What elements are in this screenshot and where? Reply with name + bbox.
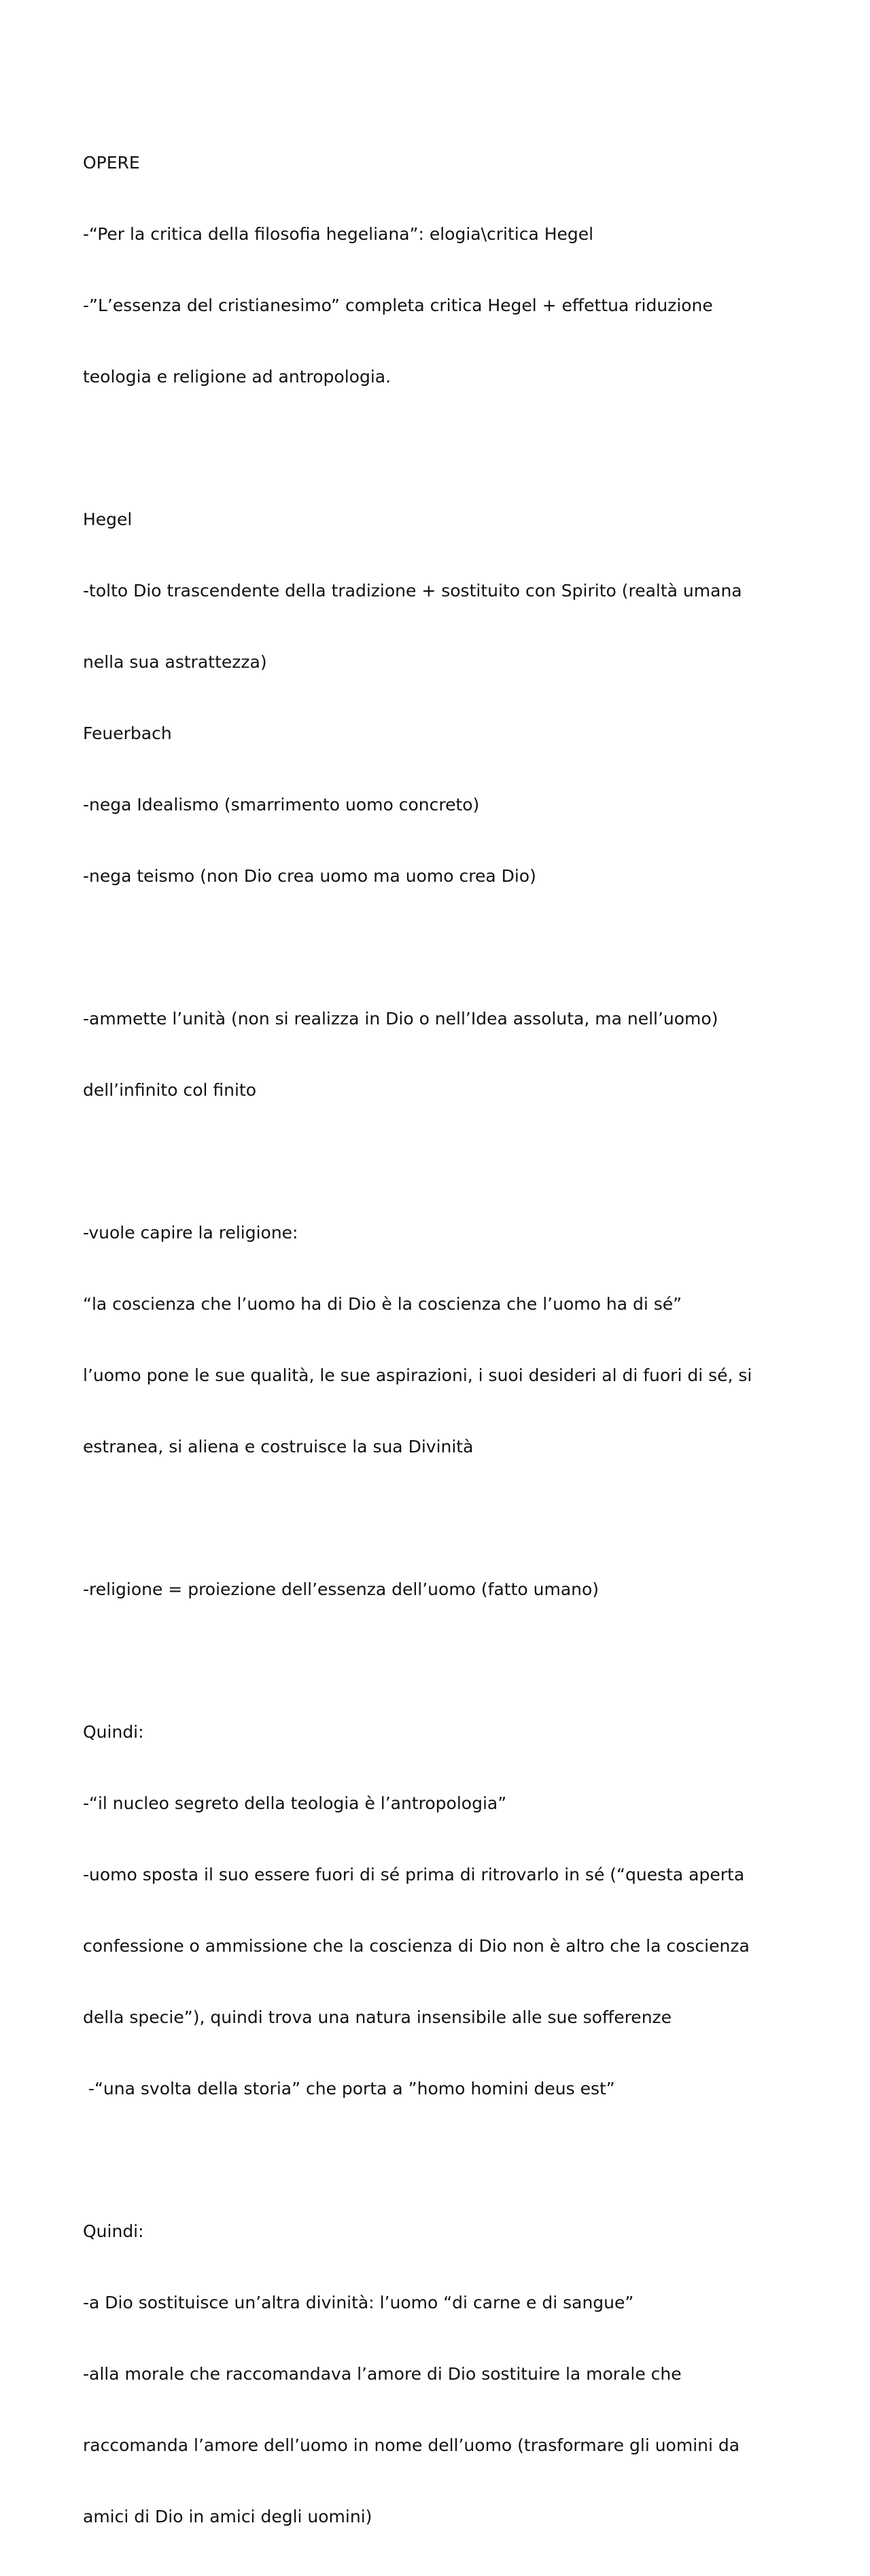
quote-line: “la coscienza che l’uomo ha di Dio è la coscienza che l’uomo ha di sé” bbox=[83, 1294, 682, 1314]
text-line: teologia e religione ad antropologia. bbox=[83, 367, 392, 387]
text-line: -ammette l’unità (non si realizza in Dio o nell’Idea assoluta, ma nell’uomo) bbox=[83, 1009, 718, 1028]
blank-line bbox=[83, 2148, 790, 2172]
text-line: della specie”), quindi trova una natura insensibile alle sue sofferenze bbox=[83, 2007, 672, 2027]
text-line: estranea, si aliena e costruisce la sua Divinità bbox=[83, 1437, 474, 1456]
section-heading-opere: OPERE bbox=[83, 153, 140, 173]
text-line: -a Dio sostituisce un’altra divinità: l’uomo “di carne e di sangue” bbox=[83, 2293, 634, 2312]
section-heading-hegel: Hegel bbox=[83, 509, 133, 529]
blank-line bbox=[83, 1506, 790, 1530]
text-line: -”L’essenza del cristianesimo” completa critica Hegel + effettua riduzione bbox=[83, 296, 713, 315]
blank-line bbox=[83, 436, 790, 460]
section-heading-quindi: Quindi: bbox=[83, 2221, 144, 2241]
text-line: -tolto Dio trascendente della tradizione + sostituito con Spirito (realtà umana bbox=[83, 581, 742, 601]
blank-line bbox=[83, 1649, 790, 1672]
blank-line bbox=[83, 1149, 790, 1173]
text-line: -uomo sposta il suo essere fuori di sé prima di ritrovarlo in sé (“questa aperta bbox=[83, 1865, 745, 1884]
text-line: -religione = proiezione dell’essenza dell’uomo (fatto umano) bbox=[83, 1579, 599, 1599]
text-line: confessione o ammissione che la coscienza di Dio non è altro che la coscienza bbox=[83, 1936, 750, 1956]
text-line: -alla morale che raccomandava l’amore di Dio sostituire la morale che bbox=[83, 2364, 682, 2384]
text-line: l’uomo pone le sue qualità, le sue aspirazioni, i suoi desideri al di fuori di sé, si bbox=[83, 1365, 752, 1385]
text-line: -nega teismo (non Dio crea uomo ma uomo crea Dio) bbox=[83, 866, 536, 886]
text-line: raccomanda l’amore dell’uomo in nome dell’uomo (trasformare gli uomini da bbox=[83, 2435, 740, 2455]
section-heading-quindi: Quindi: bbox=[83, 1722, 144, 1742]
blank-line bbox=[83, 935, 790, 959]
section-heading-feuerbach: Feuerbach bbox=[83, 723, 172, 743]
text-line: -“il nucleo segreto della teologia è l’antropologia” bbox=[83, 1793, 507, 1813]
text-line: -“Per la critica della filosofia hegeliana”: elogia\critica Hegel bbox=[83, 224, 594, 244]
text-line: nella sua astrattezza) bbox=[83, 652, 267, 672]
text-line: -nega Idealismo (smarrimento uomo concreto) bbox=[83, 795, 480, 815]
text-line: -vuole capire la religione: bbox=[83, 1223, 298, 1242]
notes-text-block bbox=[83, 103, 790, 2576]
text-line: dell’infinito col finito bbox=[83, 1080, 257, 1100]
text-line: amici di Dio in amici degli uomini) bbox=[83, 2507, 372, 2526]
text-line: -“una svolta della storia” che porta a ”homo homini deus est” bbox=[83, 2079, 615, 2098]
